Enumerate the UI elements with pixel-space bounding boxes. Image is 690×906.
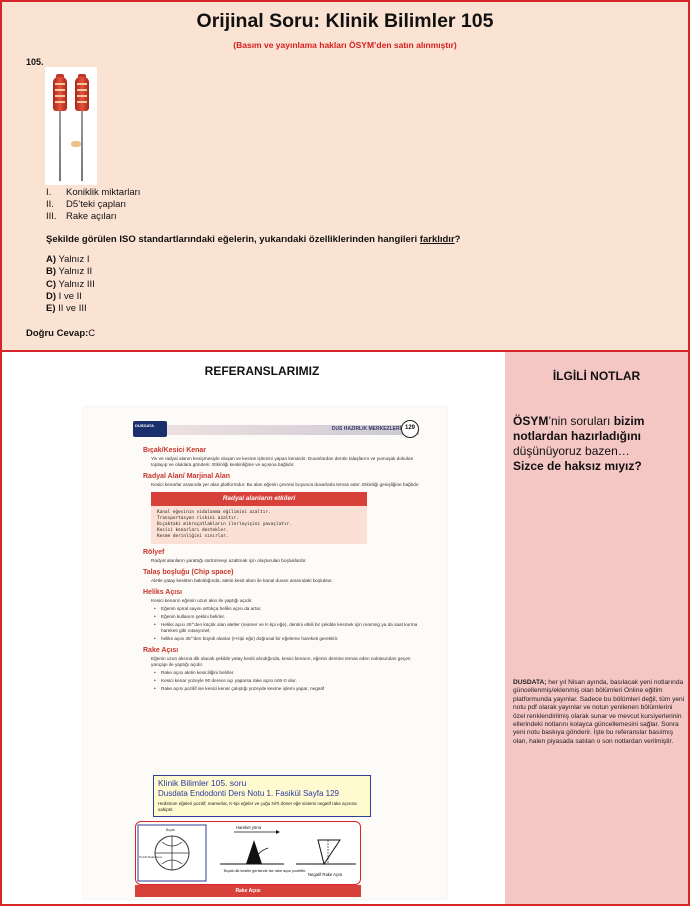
rake-angle-diagram <box>136 822 362 884</box>
svg-text:Bıçak dik kesitin gerisinde is: Bıçak dik kesitin gerisinde ise rake açısı pozitiftir. <box>224 869 307 873</box>
citation-box <box>153 775 371 817</box>
page-header-bar: DUS HAZIRLIK MERKEZLERİ <box>135 425 419 435</box>
question-number: 105. <box>26 57 44 67</box>
section-text: Radyal alanların yarattığı sürtünmeyi azaltmak için oluşturulan boşluklardır. <box>151 558 307 563</box>
question-section <box>2 2 688 352</box>
notes-description: DUSDATA; her yıl Nisan ayında, basılacak yeni notlarında güncellenmiş/eklenmiş olan bölümleri Online eğitim platformunda yayınlar. Sadece bu bölümleri değil, tüm yeni notu pdf olarak yayınlar ve notun yenilenen bölümlerini özel renklendirilmiş olarak sunar ve mevcut kursiyerlerinin ellerindeki notlarını kolayca güncellemesini sağlar. Sonra yeni notu baskıya gönderir. İşte bu referanslar basılmış olan, halen piyasada satılan o son notlardan verilmiştir. <box>513 679 685 745</box>
page-title: Orijinal Soru: Klinik Bilimler 105 <box>196 10 494 32</box>
notes-title: İLGİLİ NOTLAR <box>552 369 641 383</box>
reference-page-scan <box>83 407 447 899</box>
endodontic-files-image <box>45 67 97 185</box>
option-a: A) Yalnız I <box>46 254 90 265</box>
citation-source: Dusdata Endodonti Ders Notu 1. Fasikül Sayfa 129 <box>158 789 339 798</box>
file-instrument-left <box>53 77 67 181</box>
section-text: Kesici kenarlar arasında yer alan platformdur. Bu alan eğenin çevresi boyunca duvarlarla temas eder. Etkinliği genişliğine bağlıdır. <box>151 482 420 487</box>
bullet-item: • Heliks açısı 45°'den küçük olan aletler (reamer ve K-tipi eğe), dentini etkili bir şekilde kesmek için reaming ya da saat kurma hareketi gibi rotasyonel; <box>143 622 423 634</box>
option-b: B) Yalnız II <box>46 266 93 278</box>
section-text: Yiv ve radyal alanın kesişmesiyle oluşan ve kesme işlemini yapan kenardır. Duvarlardan dentin talaşlarını ve yumuşak dokuları toplayıp ve oluklara gönderir. Etkinliği keskinliğine ve açısına bağlıdır. <box>151 456 414 467</box>
list-item: III. Rake açıları <box>46 211 117 222</box>
section-heading: Radyal Alan/ Marjinal Alan <box>143 473 231 480</box>
svg-text:Hareket yönü: Hareket yönü <box>236 825 261 830</box>
figure-caption: Rake Açısı <box>135 885 361 897</box>
section-heading: Rölyef <box>143 549 165 556</box>
list-item: I. Koniklik miktarları <box>46 187 141 198</box>
svg-text:Bıçak: Bıçak <box>166 828 175 832</box>
question-stem: Şekilde görülen ISO standartlarındaki eğelerin, yukarıdaki özelliklerinden hangileri farklıdır? <box>46 234 461 245</box>
page-body <box>143 447 423 694</box>
references-title: REFERANSLARIMIZ <box>204 364 320 378</box>
notes-claim: ÖSYM’nin soruları bizim notlardan hazırladığını düşünüyoruz bazen… Sizce de haksız mıyız? <box>513 414 645 473</box>
option-e: E) II ve III <box>46 303 87 315</box>
section-text: Aletle yatay kesitten bakıldığında, aletin kesit alanı ile kanal duvarı arasındaki boşluktur. <box>151 578 333 583</box>
question-items <box>46 187 140 223</box>
correct-answer: Doğru Cevap:C <box>26 328 96 339</box>
references-section <box>2 352 505 904</box>
info-box-title: Radyal alanların etkileri <box>151 492 367 506</box>
info-box: Kanal eğesinin vidalanma eğilimini azaltır. Transportasyon riskini azaltır. Bıçaktaki mikroçatlakların ilerleyişini yavaşlatır. Kesici kenarları destekler. Kesme derinliğini sınırlar. <box>151 506 367 544</box>
bullet-item: • Eğenin spiral sayısı arttıkça heliks açısı da artar. <box>143 606 423 612</box>
svg-text:Pozitif Rake Açısı: Pozitif Rake Açısı <box>139 855 163 859</box>
dusdata-logo: DUSDATA <box>133 421 167 437</box>
section-text: Kesici kenarın eğenin uzun aksı ile yaptığı açıdır. <box>151 598 253 603</box>
notes-section <box>505 352 688 904</box>
bullet-item: • Kesici kenar yüzeyle 90 derece açı yaparsa rake açısı nötr-0 olur. <box>143 678 423 684</box>
copyright-note: (Basım ve yayınlama hakları ÖSYM’den satın alınmıştır) <box>233 40 457 50</box>
bullet-item: • Eğenin kullanım şeklini belirler. <box>143 614 423 620</box>
svg-text:Negatif Rake Açısı: Negatif Rake Açısı <box>308 872 343 877</box>
bullet-item: • Rake açısı aletin kesiciliğini belirler. <box>143 670 423 676</box>
section-heading: Heliks Açısı <box>143 589 183 596</box>
bullet-item: • Rake açısı pozitif ise kesici kenar çalıştığı yüzeyde kesme işlemi yapar, negatif <box>143 686 423 692</box>
page-number: 129 <box>401 420 419 438</box>
list-item: II. D5’teki çapları <box>46 199 127 210</box>
section-text: Eğenin uzun aksına dik olacak şekilde yatay kesiti alındığında, kesici kenarın, eğenin dentine temas eden noktasından geçen yarıçapı ile yaptığı açıdır. <box>151 656 411 667</box>
section-heading: Talaş boşluğu (Chip space) <box>143 569 234 576</box>
section-heading: Bıçak/Kesici Kenar <box>143 447 207 454</box>
bullet-item: • heliks açısı 45°'den büyük olanlar (H-tipi eğe) doğrusal bir eğeleme hareketi gerektirir. <box>143 636 423 642</box>
option-c: C) Yalnız III <box>46 278 95 290</box>
section-heading: Rake Açısı <box>143 647 179 654</box>
citation-question: Klinik Bilimler 105. soru <box>158 778 247 788</box>
rake-angle-figure <box>135 821 361 885</box>
option-d: D) I ve II <box>46 290 82 302</box>
answer-options <box>46 254 95 315</box>
file-instrument-right <box>75 77 89 181</box>
citation-note: Hedstrom eğeleri pozitif; reamerlar, K-tipi eğeler ve çoğu NiTi döner eğe sistemi negatif rake açısına sahiptir. <box>158 801 357 812</box>
